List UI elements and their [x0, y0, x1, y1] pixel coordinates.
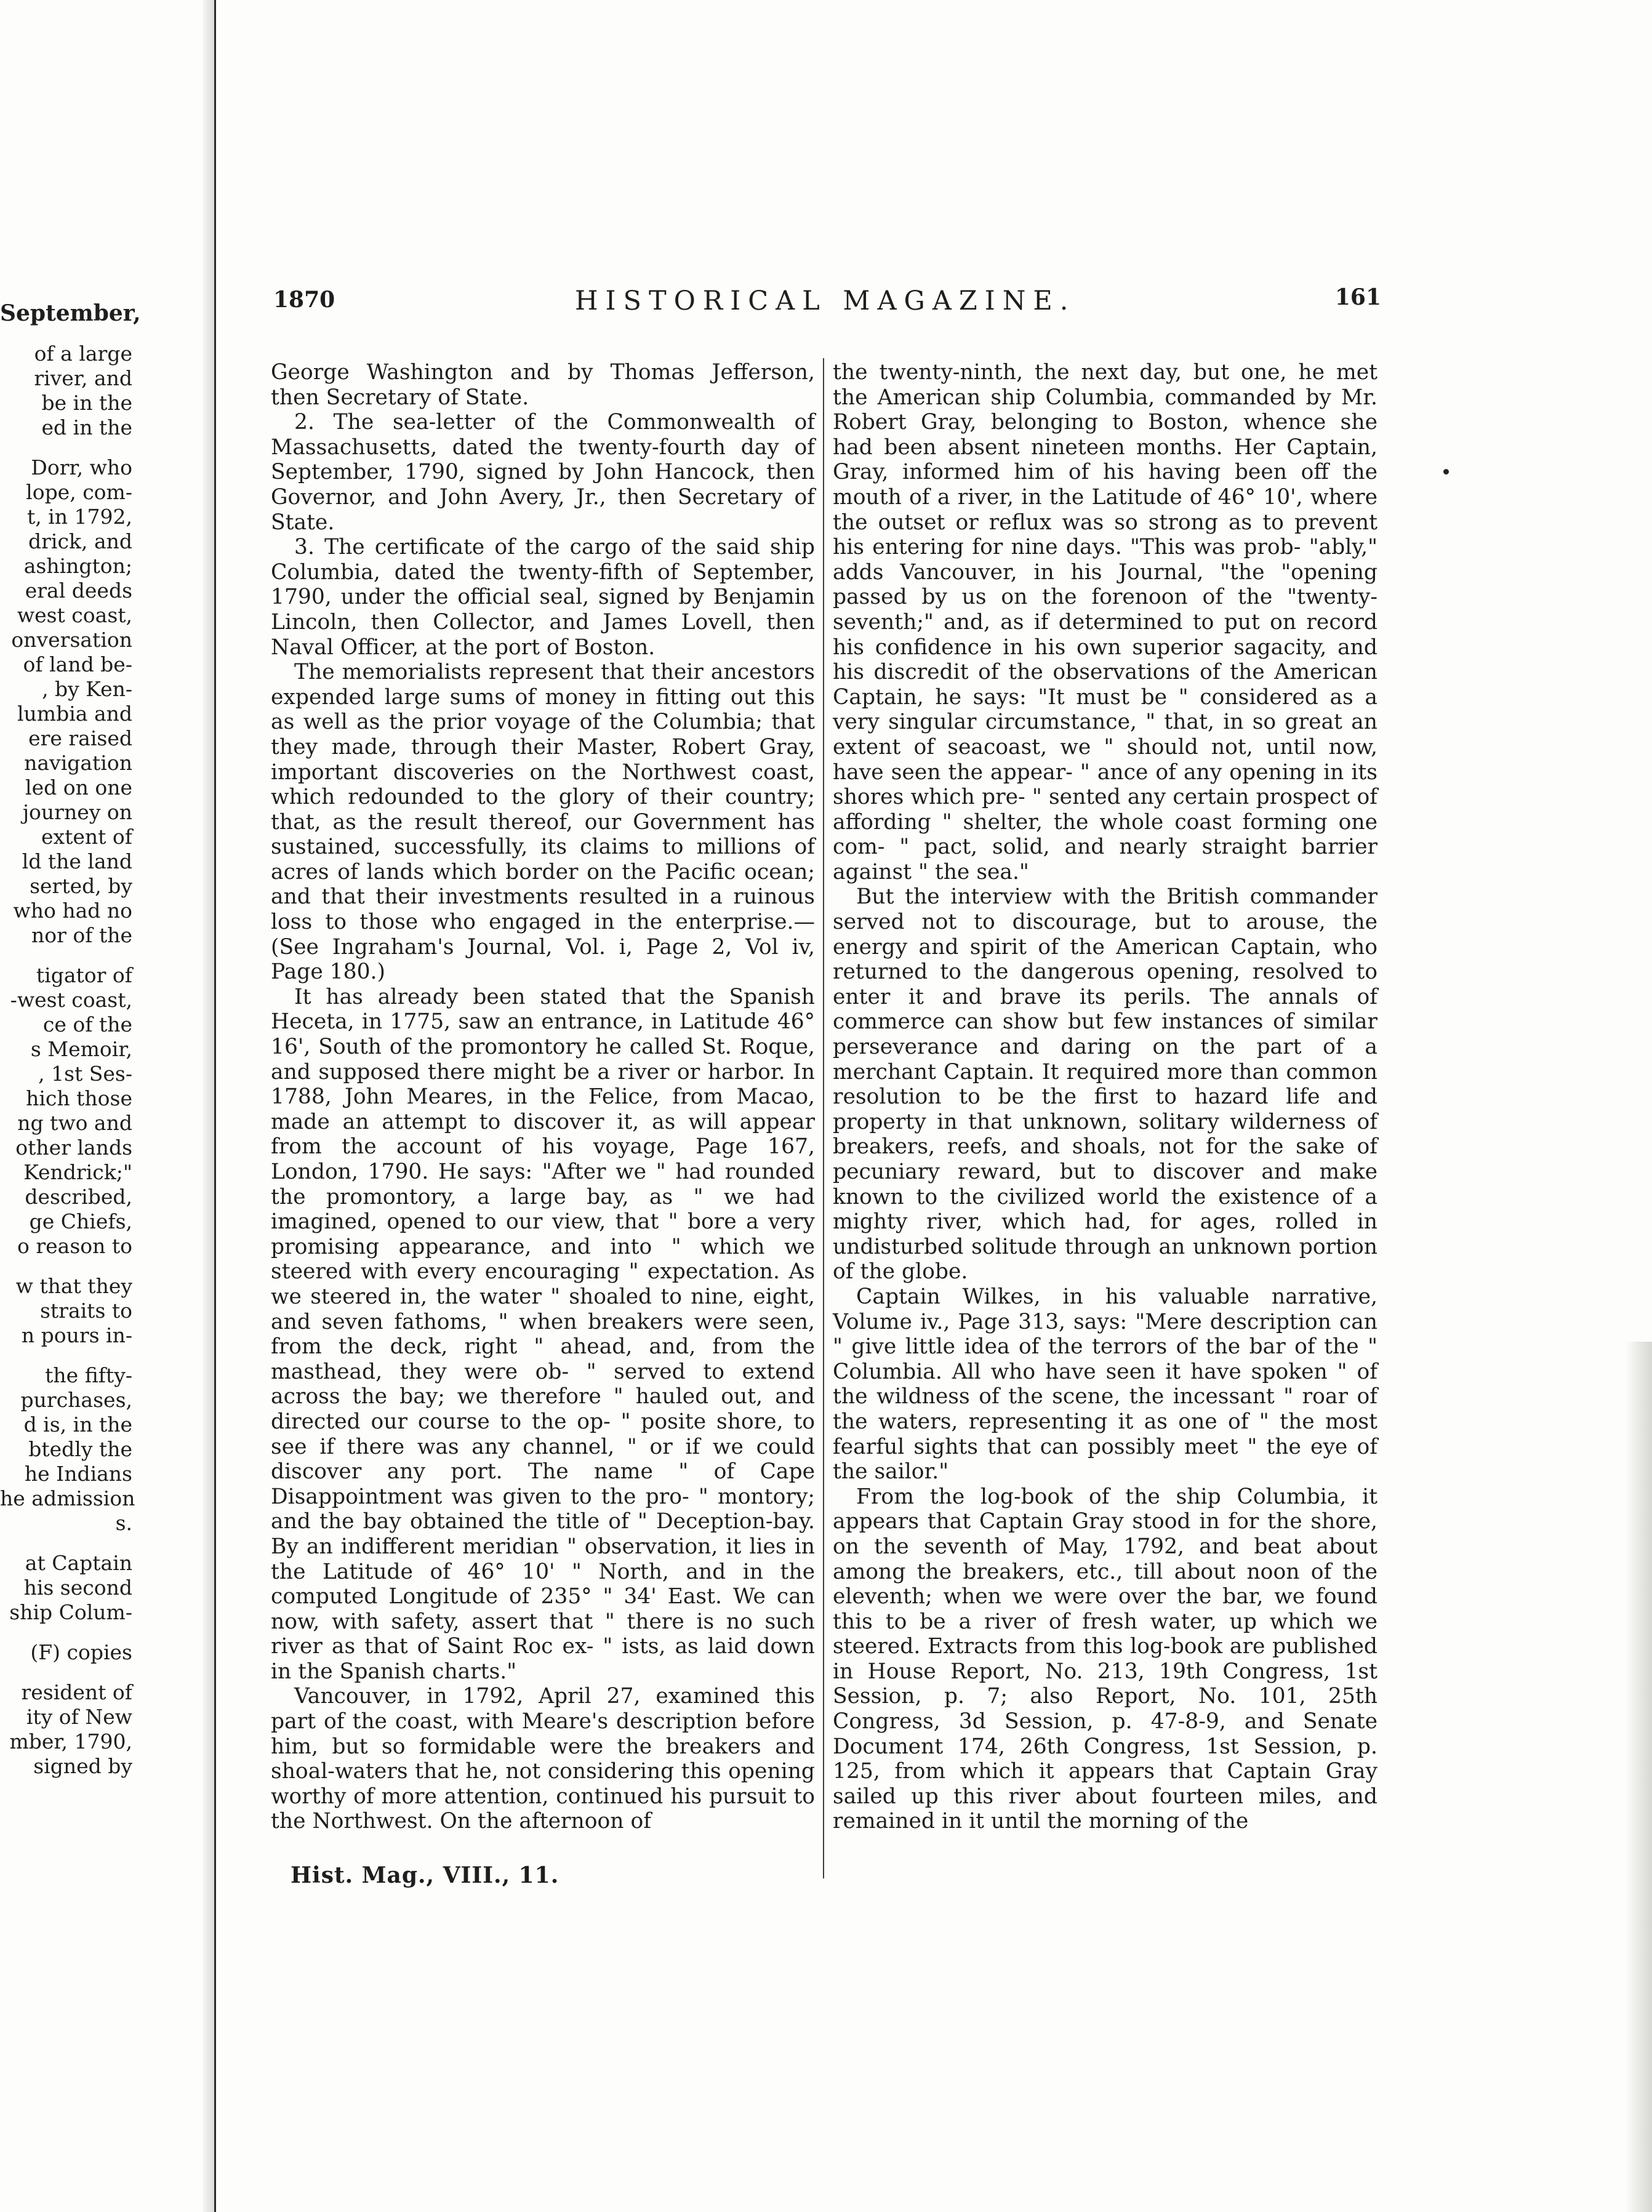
ink-speck — [1443, 469, 1449, 475]
fragment-line: he Indians — [24, 1462, 132, 1486]
binding-shadow — [203, 0, 214, 2212]
fragment-line: drick, and — [28, 529, 132, 553]
paragraph: The memorialists represent that their ancestors expended large sums of money in fitting out this as well as the prior voyage of the Columbia; that they made, through their Master, Robert Gray, important discoveries on the Northwest coast, which redounded to the glory of their country; that, as the result thereof, our Government has sustained, successfully, its claims to millions of acres of lands which border on the Pacific ocean; and that their investments resulted in a ruinous loss to those who engaged in the enterprise.—(See Ingraham's Journal, Vol. i, Page 2, Vol iv, Page 180.) — [271, 660, 815, 985]
fragment-line: of a large — [34, 342, 132, 366]
fragment-line: ng two and — [17, 1111, 132, 1135]
fragment-line: s. — [115, 1511, 132, 1535]
fragment-line: river, and — [34, 366, 132, 390]
paragraph: 3. The certificate of the cargo of the said ship Columbia, dated the twenty-fifth of September, 1790, under the official seal, signed by Benjamin Lincoln, then Collector, and James Lovell, then Naval Officer, at the port of Boston. — [271, 535, 815, 660]
page-edge-shadow — [1625, 1342, 1652, 2212]
fragment-line: serted, by — [30, 874, 132, 898]
column-divider — [823, 358, 824, 1878]
paragraph: the twenty-ninth, the next day, but one, he met the American ship Columbia, commanded by Mr. Robert Gray, belonging to Boston, whence she had been absent nineteen months. Her Captain, Gray, informed him of his having been off the mouth of a river, in the Latitude of 46° 10', where the outset or reflux was so strong as to prevent his entering for nine days. "This was prob- "ably," adds Vancouver, in his Journal, "the "opening passed by us on the forenoon of the "twenty-seventh;" and, as if determined to put on record his confidence in his own superior sagacity, and his discredit of the observations of the American Captain, he says: "It must be " considered as a very singular circumstance, " that, in so great an extent of seacoast, we " should not, until now, have seen the appear- " ance of any opening in its shores which pre- " sented any certain prospect of affording " shelter, the whole coast forming one com- " pact, solid, and nearly straight barrier against " the sea." — [833, 360, 1377, 884]
fragment-line: led on one — [25, 775, 132, 799]
fragment-line: be in the — [41, 391, 132, 415]
fragment-line: ere raised — [28, 726, 132, 750]
fragment-line: ld the land — [22, 849, 132, 873]
fragment-line: btedly the — [28, 1437, 132, 1461]
fragment-line: at Captain — [25, 1551, 132, 1575]
fragment-line: his second — [23, 1576, 132, 1600]
fragment-line: , 1st Ses- — [38, 1062, 132, 1086]
paragraph: But the interview with the British commander served not to discourage, but to arouse, the energy and spirit of the American Captain, who returned to the dangerous opening, resolved to enter it and brave its perils. The annals of commerce can show but few instances of similar perseverance and daring on the part of a merchant Captain. It required more than common resolution to be the first to hazard life and property in that unknown, solitary wilderness of breakers, reefs, and shoals, not for the sake of pecuniary reward, but to discover and make known to the civilized world the existence of a mighty river, which had, for ages, rolled in undisturbed solitude through an unknown portion of the globe. — [833, 884, 1377, 1284]
running-title: HISTORICAL MAGAZINE. — [575, 286, 1076, 316]
fragment-line: hich those — [26, 1086, 132, 1110]
fragment-line: described, — [25, 1185, 132, 1209]
paragraph: Captain Wilkes, in his valuable narrative, Volume iv., Page 313, says: "Mere description can " give little idea of the terrors of the bar of the " Columbia. All who have seen it have spoken " of the wildness of the scene, the incessant " roar of the waters, representing it as one of " the most fearful sights that can possibly meet " the eye of the sailor." — [833, 1284, 1377, 1485]
paragraph: It has already been stated that the Spanish Heceta, in 1775, saw an entrance, in Latitude 46° 16', South of the promontory he called St. Roque, and supposed there might be a river or harbor. In 1788, John Meares, in the Felice, from Macao, made an attempt to discover it, as will appear from the account of his voyage, Page 167, London, 1790. He says: "After we " had rounded the promontory, a large bay, as " we had imagined, opened to our view, that " bore a very promising appearance, and into " which we steered with every encouraging " expectation. As we steered in, the water " shoaled to nine, eight, and seven fathoms, " when breakers were seen, from the deck, right " ahead, and, from the masthead, they were ob- " served to extend across the bay; we therefore " hauled out, and directed our course to the op- " posite shore, to see if there was any channel, " or if we could discover any port. The name " of Cape Disappointment was given to the pro- " montory; and the bay obtained the title of " Deception-bay. By an indifferent meridian " observation, it lies in the Latitude of 46° 10' " North, and in the computed Longitude of 235° " 34' East. We can now, with safety, assert that " there is no such river as that of Saint Roc ex- " ists, as laid down in the Spanish charts." — [271, 984, 815, 1684]
page-header — [273, 284, 1381, 324]
fragment-line: lope, com- — [26, 480, 132, 504]
previous-page-fragment — [0, 300, 141, 1779]
fragment-line: ge Chiefs, — [29, 1209, 132, 1233]
fragment-line: onversation — [11, 628, 132, 652]
fragment-line: the fifty- — [45, 1363, 132, 1387]
fragment-line: d is, in the — [23, 1413, 132, 1437]
fragment-line: w that they — [15, 1274, 132, 1298]
fragment-line: straits to — [39, 1299, 132, 1323]
fragment-line: Dorr, who — [31, 455, 132, 479]
fragment-gap — [0, 1348, 132, 1363]
fragment-line: n pours in- — [21, 1323, 132, 1347]
fragment-line: navigation — [24, 751, 132, 775]
fragment-line: eral deeds — [25, 579, 132, 603]
fragment-line: t, in 1792, — [26, 505, 132, 529]
fragment-line: ce of the — [42, 1012, 132, 1036]
fragment-gap — [0, 1259, 132, 1274]
fragment-line: tigator of — [36, 963, 132, 987]
fragment-line: (F) copies — [30, 1640, 132, 1664]
fragment-line: ity of New — [26, 1705, 132, 1729]
fragment-gap — [0, 948, 132, 963]
fragment-line: mber, 1790, — [9, 1729, 132, 1753]
binding-edge — [214, 0, 216, 2212]
previous-page-heading: September, — [0, 300, 141, 326]
fragment-gap — [0, 440, 132, 455]
fragment-line: purchases, — [20, 1388, 132, 1412]
fragment-line: ship Colum- — [9, 1600, 132, 1624]
fragment-line: of land be- — [23, 652, 132, 676]
fragment-line: ashington; — [23, 554, 132, 578]
fragment-gap — [0, 1665, 132, 1680]
fragment-line: o reason to — [17, 1234, 132, 1258]
fragment-line: signed by — [33, 1754, 132, 1778]
fragment-line: Kendrick;" — [23, 1160, 132, 1184]
fragment-line: west coast, — [17, 603, 132, 627]
fragment-line: journey on — [22, 800, 132, 824]
fragment-line: extent of — [41, 825, 132, 849]
paragraph: From the log-book of the ship Columbia, it appears that Captain Gray stood in for the shore, on the seventh of May, 1792, and beat about among the breakers, etc., till about noon of the eleventh; when we were over the bar, we found this to be a river of fresh water, up which we steered. Extracts from this log-book are published in House Report, No. 213, 19th Congress, 1st Session, p. 7; also Report, No. 101, 25th Congress, 3d Session, p. 47-8-9, and Senate Document 174, 26th Congress, 1st Session, p. 125, from which it appears that Captain Gray sailed up this river about fourteen miles, and remained in it until the morning of the — [833, 1484, 1377, 1834]
fragment-line: ed in the — [41, 415, 132, 439]
fragment-line: , by Ken- — [42, 677, 132, 701]
fragment-line: resident of — [21, 1680, 132, 1704]
fragment-gap — [0, 1536, 132, 1551]
fragment-line: who had no — [13, 899, 132, 923]
fragment-line: he admission — [0, 1486, 135, 1510]
fragment-line: -west coast, — [10, 988, 132, 1012]
page-number: 161 — [1334, 284, 1381, 310]
paragraph: 2. The sea-letter of the Commonwealth of Massachusetts, dated the twenty-fourth day of September, 1790, signed by John Hancock, then Governor, and John Avery, Jr., then Secretary of State. — [271, 410, 815, 535]
fragment-line: s Memoir, — [30, 1037, 132, 1061]
right-text-column — [833, 360, 1377, 1834]
fragment-line: nor of the — [31, 923, 132, 947]
fragment-line: other lands — [15, 1136, 132, 1160]
paragraph: Vancouver, in 1792, April 27, examined this part of the coast, with Meare's description before him, but so formidable were the breakers and shoal-waters that he, not considering this opening worthy of more attention, continued his pursuit to the Northwest. On the afternoon of — [271, 1684, 815, 1834]
fragment-gap — [0, 1625, 132, 1640]
left-text-column — [271, 360, 815, 1834]
header-year: 1870 — [273, 287, 335, 313]
signature-mark: Hist. Mag., VIII., 11. — [291, 1862, 559, 1888]
fragment-line: lumbia and — [17, 702, 132, 726]
paragraph: George Washington and by Thomas Jefferson, then Secretary of State. — [271, 360, 815, 410]
